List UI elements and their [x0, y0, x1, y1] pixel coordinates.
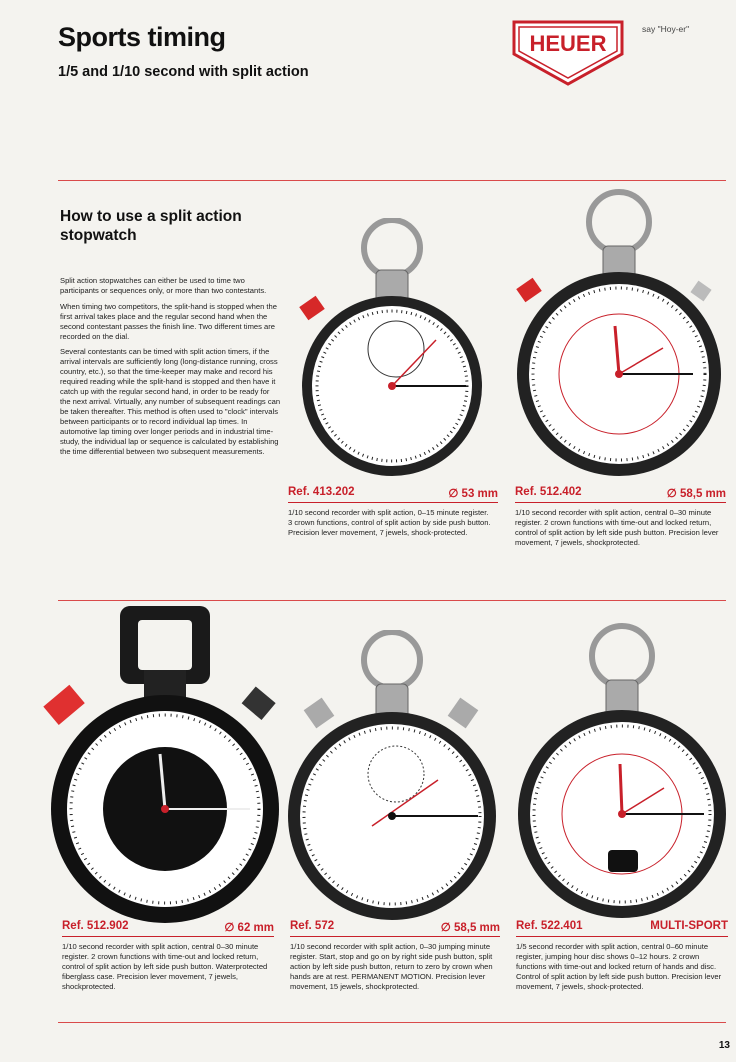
- stopwatch-image-512402: [513, 186, 723, 480]
- ref-underline: [515, 502, 726, 503]
- product-ref: Ref. 413.202: [288, 486, 355, 498]
- product-size: MULTI-SPORT: [650, 920, 728, 932]
- stopwatch-image-413202: [296, 218, 496, 480]
- footer-divider: [58, 1022, 726, 1023]
- pronunciation: say "Hoy-er": [642, 24, 690, 34]
- stopwatch-image-512902: [40, 604, 290, 924]
- section-divider: [58, 180, 726, 181]
- product-description: 1/10 second recorder with split action, 0–30 jumping minute register. Start, stop and go on by right side push button, split action by left side push button, return to zero by crown when hands are at rest. PERMANENT MOTION. Precision lever movement, 15 jewels, shockprotected.: [290, 942, 493, 991]
- product-description: 1/5 second recorder with split action, central 0–60 minute register, jumping hour disc shows 0–12 hours. 2 crown functions with time-out and locked return of hands and disc. Control of split action by left side push button. Precision lever movement, 7 jewels, shock-protected.: [516, 942, 722, 991]
- howto-heading: How to use a split action stopwatch: [60, 208, 242, 244]
- ref-underline: [62, 936, 274, 937]
- howto-paragraph: Split action stopwatches can either be used to time two participants or sequences only, or more than two contestants.: [60, 276, 267, 295]
- page-subtitle: 1/5 and 1/10 second with split action: [58, 64, 309, 80]
- product-size: ∅ 53 mm: [448, 488, 498, 500]
- product-ref: Ref. 512.902: [62, 920, 129, 932]
- logo-text: HEUER: [529, 31, 607, 56]
- stopwatch-image-572: [288, 630, 508, 924]
- heuer-logo: [512, 18, 624, 88]
- product-description: 1/10 second recorder with split action, central 0–30 minute register. 2 crown functions with time-out and locked return, control of split action by left side push button. Waterprotected fiberglass case. Precision lever movement, 7 jewels, shockprotected.: [62, 942, 268, 991]
- section-divider: [58, 600, 726, 601]
- page-number: 13: [718, 1040, 730, 1051]
- ref-underline: [288, 502, 498, 503]
- product-size: ∅ 58,5 mm: [440, 922, 500, 934]
- product-size: ∅ 62 mm: [224, 922, 274, 934]
- product-ref: Ref. 572: [290, 920, 335, 932]
- product-ref: Ref. 522.401: [516, 920, 583, 932]
- howto-paragraph: Several contestants can be timed with split action timers, if the arrival intervals are sufficiently long (long-distance running, cross country, etc.), so that the time-keeper may make and record his required reading while the split-hand is stopped and then have it catch up with the regular second hand, in order to be ready for the next arrival. Virtually, any number of subsequent readings can be taken thereafter. This method is often used to "clock" intervals between participants or to record individual lap times. In automotive lap timing over longer periods and in industrial time-study, the individual lap or sequence is calculated by establishing the time differential between two subsequent measurements.: [60, 347, 281, 456]
- ref-underline: [516, 936, 728, 937]
- ref-underline: [290, 936, 500, 937]
- stopwatch-image-522401: [514, 618, 728, 924]
- page-title: Sports timing: [58, 22, 226, 52]
- howto-text: [60, 276, 282, 462]
- howto-paragraph: When timing two competitors, the split-hand is stopped when the first arrival takes place and the regular second hand when the second contestant passes the finish line. Two different times are recorded on the dial.: [60, 301, 277, 341]
- product-ref: Ref. 512.402: [515, 486, 582, 498]
- product-size: ∅ 58,5 mm: [666, 488, 726, 500]
- product-description: 1/10 second recorder with split action, central 0–30 minute register. 2 crown functions with time-out and locked return, control of split action by left side push button. Precision lever movement, 7 jewels, shockprotected.: [515, 508, 719, 547]
- product-description: 1/10 second recorder with split action, 0–15 minute register. 3 crown functions, control of split action by side push button. Precision lever movement, 7 jewels, shock-protected.: [288, 508, 491, 537]
